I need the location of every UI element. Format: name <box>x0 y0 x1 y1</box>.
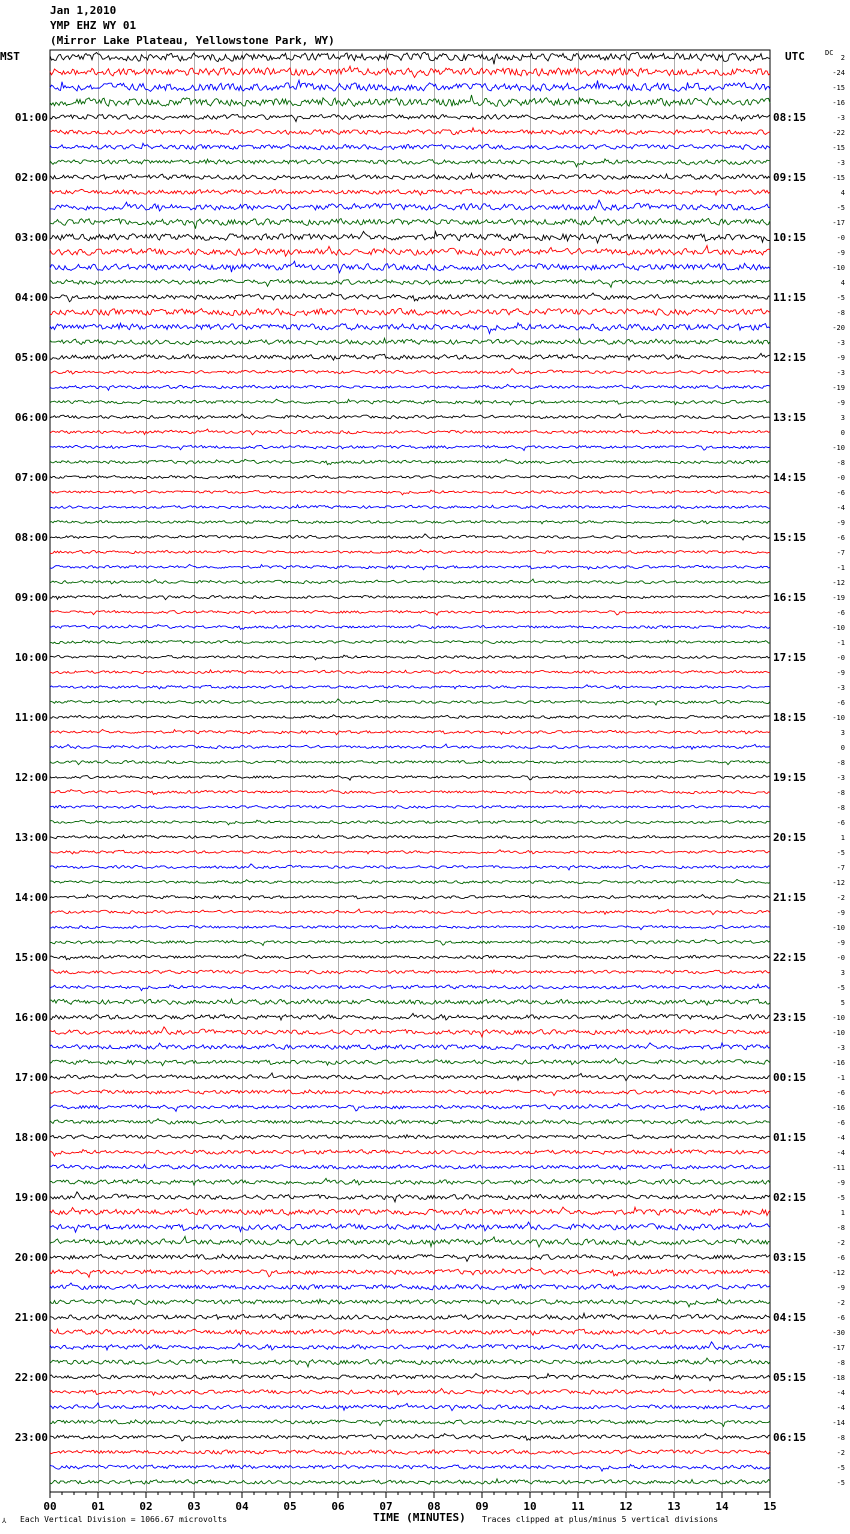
seismic-trace <box>50 429 770 435</box>
seismic-trace <box>50 790 770 795</box>
dc-offset-label: 1 <box>840 834 845 842</box>
header-location: (Mirror Lake Plateau, Yellowstone Park, WY) <box>50 34 335 47</box>
dc-offset-label: -5 <box>836 1194 845 1202</box>
seismic-trace <box>50 954 770 959</box>
seismic-trace <box>50 1479 770 1484</box>
right-hour-label: 22:15 <box>773 951 807 964</box>
seismic-trace <box>50 114 770 121</box>
dc-offset-label: -4 <box>836 1134 845 1142</box>
dc-offset-label: -4 <box>836 1149 845 1157</box>
seismic-trace <box>50 1283 770 1290</box>
x-tick-label: 01 <box>91 1500 105 1513</box>
seismic-trace <box>50 52 770 64</box>
seismic-trace <box>50 550 770 554</box>
right-hour-label: 02:15 <box>773 1191 807 1204</box>
dc-offset-label: -16 <box>832 1059 845 1067</box>
left-hour-label: 15:00 <box>14 951 48 964</box>
dc-offset-label: -6 <box>836 1119 845 1127</box>
left-hour-label: 17:00 <box>14 1071 48 1084</box>
seismic-trace <box>50 685 770 689</box>
left-hour-label: 10:00 <box>14 651 48 664</box>
dc-offset-label: -4 <box>836 504 845 512</box>
dc-offset-label: -9 <box>836 399 845 407</box>
left-hour-label: 18:00 <box>14 1131 48 1144</box>
seismic-trace <box>50 1073 770 1081</box>
dc-offset-label: -8 <box>836 759 845 767</box>
dc-offset-label: -1 <box>836 1074 845 1082</box>
seismic-trace <box>50 520 770 524</box>
seismic-trace <box>50 1389 770 1396</box>
dc-offset-label: -9 <box>836 354 845 362</box>
right-hour-label: 04:15 <box>773 1311 807 1324</box>
seismic-trace <box>50 715 770 719</box>
right-hour-label: 11:15 <box>773 291 807 304</box>
dc-offset-label: -3 <box>836 684 845 692</box>
seismic-trace <box>50 189 770 195</box>
dc-offset-label: -9 <box>836 669 845 677</box>
seismic-trace <box>50 864 770 870</box>
dc-offset-label: 1 <box>840 1209 845 1217</box>
x-tick-label: 10 <box>523 1500 537 1513</box>
dc-offset-label: -9 <box>836 519 845 527</box>
seismic-trace <box>50 1135 770 1139</box>
right-hour-label: 00:15 <box>773 1071 807 1084</box>
seismic-trace <box>50 775 770 780</box>
seismic-trace <box>50 970 770 974</box>
left-hour-label: 16:00 <box>14 1011 48 1024</box>
seismic-trace <box>50 730 770 735</box>
dc-offset-label: -0 <box>836 474 845 482</box>
dc-offset-label: -10 <box>832 1029 845 1037</box>
seismic-trace <box>50 261 770 273</box>
dc-offset-label: -9 <box>836 1284 845 1292</box>
x-tick-label: 07 <box>379 1500 393 1513</box>
left-hour-label: 05:00 <box>14 351 48 364</box>
dc-offset-label: -6 <box>836 1089 845 1097</box>
dc-offset-label: 0 <box>840 744 845 752</box>
dc-offset-label: -24 <box>832 69 845 77</box>
seismic-trace <box>50 505 770 509</box>
dc-offset-label: -3 <box>836 339 845 347</box>
seismic-trace <box>50 66 770 77</box>
dc-offset-label: -3 <box>836 1044 845 1052</box>
dc-offset-label: 0 <box>840 429 845 437</box>
dc-offset-label: -3 <box>836 114 845 122</box>
right-hour-label: 01:15 <box>773 1131 807 1144</box>
seismic-trace <box>50 128 770 135</box>
dc-offset-label: -5 <box>836 204 845 212</box>
dc-offset-label: -10 <box>832 264 845 272</box>
seismic-trace <box>50 1450 770 1454</box>
x-tick-label: 12 <box>619 1500 633 1513</box>
right-hour-label: 19:15 <box>773 771 807 784</box>
right-hour-label: 09:15 <box>773 171 807 184</box>
seismic-trace <box>50 384 770 390</box>
x-tick-label: 05 <box>283 1500 297 1513</box>
seismic-trace <box>50 925 770 929</box>
seismic-trace <box>50 640 770 643</box>
seismic-trace <box>50 159 770 167</box>
dc-offset-label: -0 <box>836 234 845 242</box>
seismic-trace <box>50 999 770 1005</box>
dc-offset-label: -7 <box>836 864 845 872</box>
seismic-trace <box>50 1254 770 1261</box>
dc-offset-label: -4 <box>836 1404 845 1412</box>
dc-offset-label: -10 <box>832 444 845 452</box>
left-hour-label: 19:00 <box>14 1191 48 1204</box>
dc-offset-label: -30 <box>832 1329 845 1337</box>
seismic-trace <box>50 594 770 599</box>
dc-offset-label: -8 <box>836 1434 845 1442</box>
dc-offset-label: -6 <box>836 1314 845 1322</box>
seismic-trace <box>50 760 770 764</box>
dc-offset-label: -14 <box>832 1419 845 1427</box>
dc-offset-label: -8 <box>836 804 845 812</box>
dc-offset-label: 4 <box>840 279 845 287</box>
seismic-trace <box>50 895 770 900</box>
dc-offset-label: -6 <box>836 819 845 827</box>
seismic-trace <box>50 143 770 149</box>
dc-offset-label: -12 <box>832 1269 845 1277</box>
x-tick-label: 02 <box>139 1500 153 1513</box>
dc-offset-label: -7 <box>836 549 845 557</box>
x-tick-label: 04 <box>235 1500 249 1513</box>
seismic-trace <box>50 1222 770 1232</box>
seismic-trace <box>50 939 770 945</box>
x-tick-label: 11 <box>571 1500 585 1513</box>
dc-offset-label: -19 <box>832 594 845 602</box>
dc-offset-label: -8 <box>836 459 845 467</box>
dc-offset-label: -4 <box>836 1389 845 1397</box>
left-hour-label: 23:00 <box>14 1431 48 1444</box>
seismic-trace <box>50 1236 770 1247</box>
dc-offset-label: -16 <box>832 1104 845 1112</box>
left-hour-label: 07:00 <box>14 471 48 484</box>
dc-offset-label: -2 <box>836 1239 845 1247</box>
left-hour-label: 06:00 <box>14 411 48 424</box>
seismic-trace <box>50 217 770 229</box>
seismic-trace <box>50 1465 770 1472</box>
right-hour-label: 12:15 <box>773 351 807 364</box>
seismic-trace <box>50 579 770 584</box>
seismic-trace <box>50 1090 770 1096</box>
seismic-trace <box>50 293 770 302</box>
dc-offset-label: -6 <box>836 609 845 617</box>
right-hour-label: 17:15 <box>773 651 807 664</box>
dc-offset-label: -9 <box>836 249 845 257</box>
x-tick-label: 00 <box>43 1500 57 1513</box>
seismic-trace <box>50 984 770 990</box>
right-timezone-label: UTC <box>785 50 805 63</box>
seismic-trace <box>50 399 770 405</box>
seismic-trace <box>50 445 770 450</box>
right-hour-label: 05:15 <box>773 1371 807 1384</box>
left-hour-label: 09:00 <box>14 591 48 604</box>
dc-offset-label: -22 <box>832 129 845 137</box>
seismic-trace <box>50 534 770 540</box>
dc-offset-label: -16 <box>832 99 845 107</box>
seismic-trace <box>50 655 770 660</box>
seismic-trace <box>50 1374 770 1381</box>
x-tick-label: 14 <box>715 1500 729 1513</box>
dc-offset-label: -6 <box>836 699 845 707</box>
seismic-trace <box>50 475 770 478</box>
right-hour-label: 13:15 <box>773 411 807 424</box>
dc-offset-label: -15 <box>832 144 845 152</box>
left-hour-label: 08:00 <box>14 531 48 544</box>
dc-offset-label: -8 <box>836 309 845 317</box>
dc-offset-label: -15 <box>832 174 845 182</box>
seismic-trace <box>50 459 770 464</box>
header-date: Jan 1,2010 <box>50 4 117 17</box>
seismic-trace <box>50 231 770 243</box>
dc-offset-label: -10 <box>832 714 845 722</box>
dc-offset-label: -19 <box>832 384 845 392</box>
seismic-trace <box>50 95 770 106</box>
dc-offset-label: -12 <box>832 879 845 887</box>
seismic-trace <box>50 1342 770 1350</box>
seismic-trace <box>50 744 770 749</box>
seismic-trace <box>50 1013 770 1020</box>
seismic-trace <box>50 200 770 211</box>
seismic-trace <box>50 309 770 316</box>
seismic-trace <box>50 1207 770 1215</box>
right-hour-label: 14:15 <box>773 471 807 484</box>
seismic-trace <box>50 280 770 288</box>
dc-offset-label: 3 <box>840 729 845 737</box>
x-tick-label: 15 <box>763 1500 777 1513</box>
dc-offset-label: -18 <box>832 1374 845 1382</box>
dc-offset-label: -3 <box>836 369 845 377</box>
seismic-trace <box>50 565 770 570</box>
left-hour-label: 22:00 <box>14 1371 48 1384</box>
dc-offset-label: -9 <box>836 1179 845 1187</box>
right-hour-label: 06:15 <box>773 1431 807 1444</box>
dc-offset-label: -3 <box>836 159 845 167</box>
seismic-trace <box>50 1299 770 1307</box>
dc-offset-label: -6 <box>836 489 845 497</box>
seismic-trace <box>50 1104 770 1112</box>
seismic-trace <box>50 1313 770 1320</box>
right-hour-label: 18:15 <box>773 711 807 724</box>
dc-offset-label: -5 <box>836 294 845 302</box>
dc-offset-label: -8 <box>836 1359 845 1367</box>
seismic-trace <box>50 1329 770 1335</box>
seismic-trace <box>50 699 770 705</box>
dc-offset-label: -12 <box>832 579 845 587</box>
x-tick-label: 08 <box>427 1500 441 1513</box>
dc-offset-label: -2 <box>836 1449 845 1457</box>
header-station: YMP EHZ WY 01 <box>50 19 137 32</box>
left-hour-label: 12:00 <box>14 771 48 784</box>
right-hour-label: 23:15 <box>773 1011 807 1024</box>
seismic-trace <box>50 1358 770 1367</box>
right-hour-label: 10:15 <box>773 231 807 244</box>
dc-offset-label: -10 <box>832 624 845 632</box>
dc-offset-label: -0 <box>836 954 845 962</box>
dc-offset-label: -20 <box>832 324 845 332</box>
seismic-trace <box>50 670 770 674</box>
seismic-trace <box>50 625 770 630</box>
seismic-trace <box>50 820 770 825</box>
x-tick-label: 03 <box>187 1500 201 1513</box>
left-hour-label: 02:00 <box>14 171 48 184</box>
dc-offset-label: -10 <box>832 1014 845 1022</box>
seismic-trace <box>50 805 770 808</box>
seismic-trace <box>50 1178 770 1185</box>
left-hour-label: 20:00 <box>14 1251 48 1264</box>
x-tick-label: 13 <box>667 1500 681 1513</box>
seismic-trace <box>50 1043 770 1050</box>
dc-offset-label: 3 <box>840 969 845 977</box>
dc-offset-label: -5 <box>836 849 845 857</box>
dc-offset-label: -9 <box>836 939 845 947</box>
left-hour-label: 13:00 <box>14 831 48 844</box>
seismic-trace <box>50 880 770 884</box>
seismic-trace <box>50 353 770 360</box>
left-hour-label: 01:00 <box>14 111 48 124</box>
seismic-trace <box>50 338 770 344</box>
dc-offset-label: -9 <box>836 909 845 917</box>
dc-offset-label: -2 <box>836 1299 845 1307</box>
dc-offset-label: -5 <box>836 1479 845 1487</box>
dc-offset-label: 2 <box>840 54 845 62</box>
dc-offset-label: -1 <box>836 564 845 572</box>
dc-offset-label: -2 <box>836 894 845 902</box>
seismic-trace <box>50 173 770 179</box>
left-hour-label: 11:00 <box>14 711 48 724</box>
dc-offset-label: -11 <box>832 1164 845 1172</box>
right-hour-label: 15:15 <box>773 531 807 544</box>
seismic-trace <box>50 1059 770 1066</box>
right-hour-label: 21:15 <box>773 891 807 904</box>
dc-offset-label: -5 <box>836 1464 845 1472</box>
dc-offset-label: -17 <box>832 219 845 227</box>
dc-offset-label: 4 <box>840 189 845 197</box>
dc-offset-label: -1 <box>836 639 845 647</box>
left-hour-label: 21:00 <box>14 1311 48 1324</box>
left-hour-label: 04:00 <box>14 291 48 304</box>
seismic-trace <box>50 1434 770 1441</box>
scale-note: Each Vertical Division = 1066.67 microvolts <box>20 1515 228 1524</box>
dc-offset-label: -3 <box>836 774 845 782</box>
dc-offset-label: -10 <box>832 924 845 932</box>
dc-offset-label: -17 <box>832 1344 845 1352</box>
clip-note: Traces clipped at plus/minus 5 vertical divisions <box>482 1515 719 1524</box>
seismic-trace <box>50 1192 770 1202</box>
seismic-trace <box>50 80 770 91</box>
seismic-trace <box>50 1268 770 1277</box>
seismic-trace <box>50 1119 770 1125</box>
dc-offset-label: -8 <box>836 1224 845 1232</box>
dc-offset-header: DC <box>825 49 834 57</box>
seismic-trace <box>50 1420 770 1427</box>
right-hour-label: 08:15 <box>773 111 807 124</box>
seismic-trace <box>50 369 770 374</box>
left-hour-label: 14:00 <box>14 891 48 904</box>
seismic-trace <box>50 1165 770 1170</box>
dc-offset-label: -6 <box>836 534 845 542</box>
seismic-trace <box>50 1027 770 1037</box>
seismic-trace <box>50 909 770 915</box>
seismic-trace <box>50 1149 770 1156</box>
left-hour-label: 03:00 <box>14 231 48 244</box>
dc-offset-label: -6 <box>836 1254 845 1262</box>
dc-offset-label: 5 <box>840 999 845 1007</box>
right-hour-label: 16:15 <box>773 591 807 604</box>
seismic-trace <box>50 246 770 257</box>
right-hour-label: 03:15 <box>773 1251 807 1264</box>
dc-offset-label: -8 <box>836 789 845 797</box>
seismic-trace <box>50 323 770 334</box>
dc-offset-label: 3 <box>840 414 845 422</box>
seismic-trace <box>50 414 770 419</box>
mark-glyph: ⅄ <box>2 1517 7 1525</box>
seismic-trace <box>50 490 770 495</box>
xaxis-title: TIME (MINUTES) <box>373 1511 466 1524</box>
left-timezone-label: MST <box>0 50 20 63</box>
x-tick-label: 06 <box>331 1500 345 1513</box>
x-tick-label: 09 <box>475 1500 489 1513</box>
dc-offset-label: -15 <box>832 84 845 92</box>
dc-offset-label: -0 <box>836 654 845 662</box>
right-hour-label: 20:15 <box>773 831 807 844</box>
dc-offset-label: -5 <box>836 984 845 992</box>
seismic-trace <box>50 850 770 854</box>
seismic-trace <box>50 835 770 839</box>
seismic-trace <box>50 1403 770 1411</box>
seismic-trace <box>50 611 770 616</box>
